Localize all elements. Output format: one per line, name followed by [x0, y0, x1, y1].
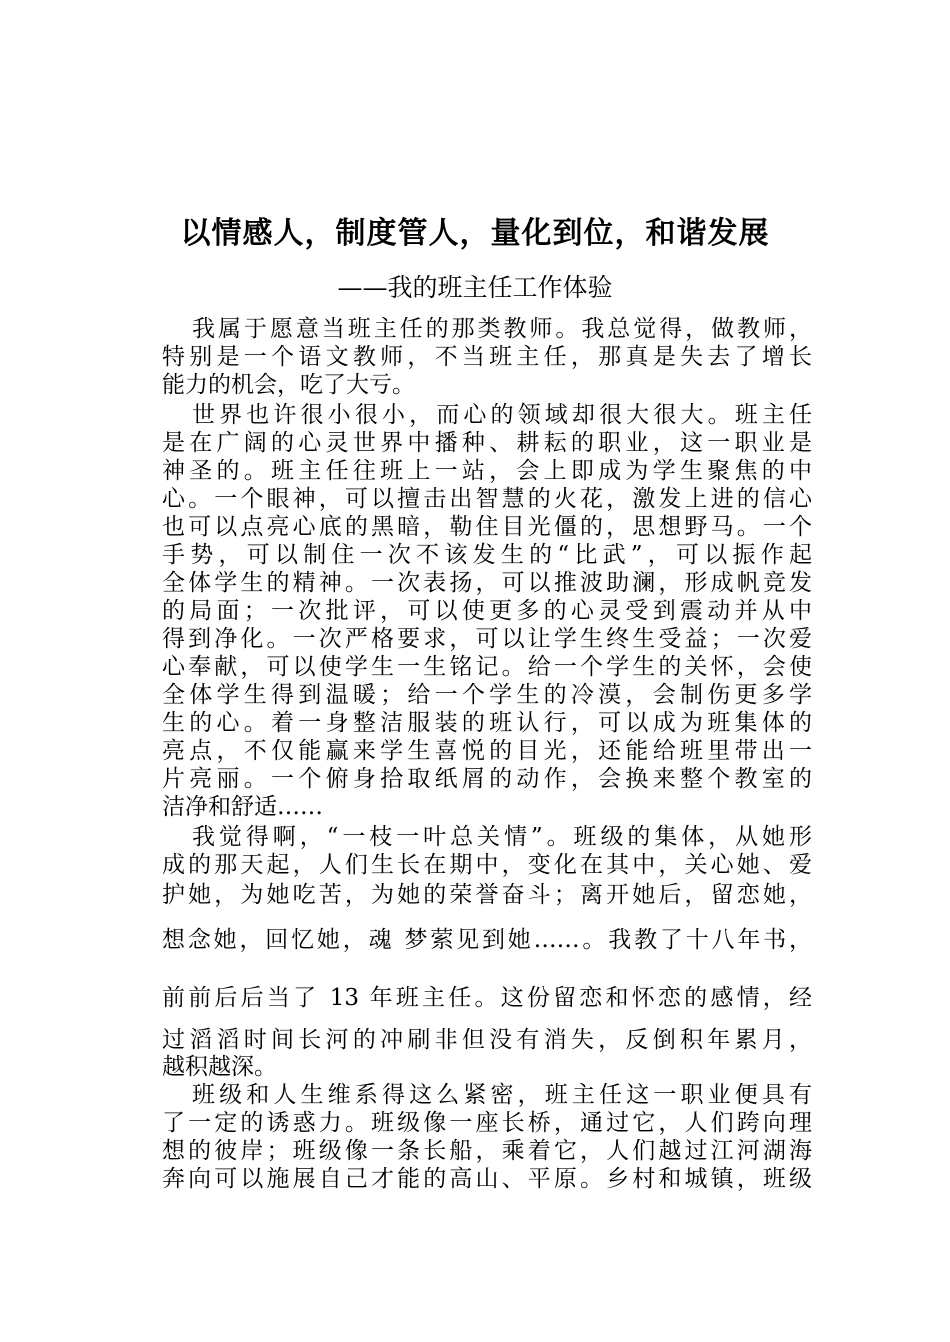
text-line: 了一定的诱惑力。班级像一座长桥，通过它，人们跨向理 — [162, 1110, 812, 1136]
text-line: 越积越深。 — [162, 1054, 277, 1080]
text-line: 奔向可以施展自己才能的高山、平原。乡村和城镇，班级 — [162, 1166, 812, 1192]
text-line: 片亮丽。一个俯身拾取纸屑的动作，会换来整个教室的 — [162, 766, 812, 792]
text-line: 是在广阔的心灵世界中播种、耕耘的职业，这一职业是 — [162, 430, 812, 456]
text-line: 前前后后当了 13 年班主任。这份留恋和怀恋的感情，经 — [162, 985, 812, 1011]
text-line: 我觉得啊，“一枝一叶总关情”。班级的集体，从她形 — [192, 824, 812, 850]
text-line: 世界也许很小很小，而心的领域却很大很大。班主任 — [192, 402, 812, 428]
text-line: 想念她，回忆她，魂 梦萦见到她……。我教了十八年书， — [162, 927, 812, 953]
text-line: 护她，为她吃苦，为她的荣誉奋斗；离开她后，留恋她， — [162, 882, 812, 908]
text-line: 想的彼岸；班级像一条长船，乘着它，人们越过江河湖海 — [162, 1138, 812, 1164]
text-line: 能力的机会，吃了大亏。 — [162, 372, 415, 398]
document-title: 以情感人，制度管人，量化到位，和谐发展 — [180, 216, 770, 251]
text-line: 班级和人生维系得这么紧密，班主任这一职业便具有 — [192, 1082, 812, 1108]
text-line: 手势，可以制住一次不该发生的“比武”，可以振作起 — [162, 542, 812, 568]
text-line: 洁净和舒适…… — [162, 794, 323, 820]
text-line: 心。一个眼神，可以擅击出智慧的火花，激发上进的信心 — [162, 486, 812, 512]
text-line: 成的那天起，人们生长在期中，变化在其中，关心她、爱 — [162, 852, 812, 878]
text-line: 的局面；一次批评，可以使更多的心灵受到震动并从中 — [162, 598, 812, 624]
text-line: 特别是一个语文教师，不当班主任，那真是失去了增长 — [162, 344, 812, 370]
text-line: 神圣的。班主任往班上一站，会上即成为学生聚焦的中 — [162, 458, 812, 484]
text-line: 全体学生得到温暖；给一个学生的冷漠，会制伤更多学 — [162, 682, 812, 708]
text-line: 过滔滔时间长河的冲刷非但没有消失，反倒积年累月， — [162, 1027, 812, 1053]
text-line: 心奉献，可以使学生一生铭记。给一个学生的关怀，会使 — [162, 654, 812, 680]
text-line: 亮点，不仅能赢来学生喜悦的目光，还能给班里带出一 — [162, 738, 812, 764]
text-line: 生的心。着一身整洁服装的班认行，可以成为班集体的 — [162, 710, 812, 736]
text-line: 也可以点亮心底的黑暗，勒住目光僵的，思想野马。一个 — [162, 514, 812, 540]
text-line: 全体学生的精神。一次表扬，可以推波助澜，形成帆竞发 — [162, 570, 812, 596]
document-subtitle: ——我的班主任工作体验 — [337, 273, 613, 302]
text-line: 得到净化。一次严格要求，可以让学生终生受益；一次爱 — [162, 626, 812, 652]
text-line: 我属于愿意当班主任的那类教师。我总觉得，做教师， — [192, 316, 812, 342]
